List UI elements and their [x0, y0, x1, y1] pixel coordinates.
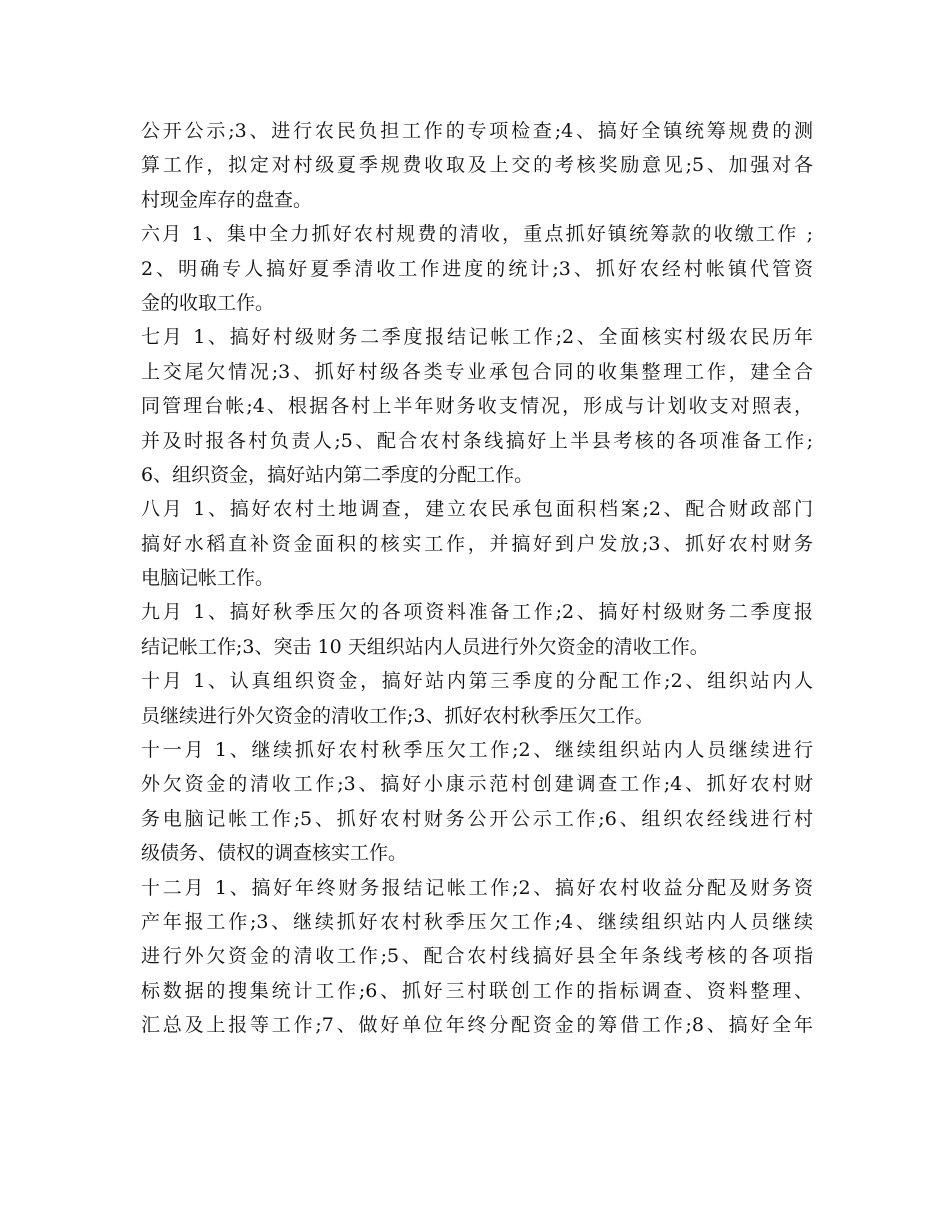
- text-line: 搞好水稻直补资金面积的核实工作，并搞好到户发放;3、抓好农村财务: [141, 532, 813, 555]
- text-line: 八月 1、搞好农村土地调查，建立农民承包面积档案;2、配合财政部门: [141, 498, 813, 521]
- text-line: 算工作，拟定对村级夏季规费收取及上交的考核奖励意见;5、加强对各: [141, 154, 813, 177]
- text-line: 村现金库存的盘查。: [141, 188, 313, 211]
- text-line: 六月 1、集中全力抓好农村规费的清收，重点抓好镇统筹款的收缴工作 ;: [141, 223, 813, 246]
- text-line: 金的收取工作。: [141, 291, 275, 314]
- text-line: 进行外欠资金的清收工作;5、配合农村线搞好县全年条线考核的各项指: [141, 945, 813, 968]
- text-line: 员继续进行外欠资金的清收工作;3、抓好农村秋季压欠工作。: [141, 704, 654, 727]
- text-line: 级债务、债权的调查核实工作。: [141, 842, 408, 865]
- text-line: 汇总及上报等工作;7、做好单位年终分配资金的筹借工作;8、搞好全年: [141, 1014, 813, 1037]
- text-line: 务电脑记帐工作;5、抓好农村财务公开公示工作;6、组织农经线进行村: [141, 807, 813, 830]
- text-line: 6、组织资金，搞好站内第二季度的分配工作。: [141, 463, 534, 486]
- text-line: 上交尾欠情况;3、抓好村级各类专业承包合同的收集整理工作，建全合: [141, 360, 813, 383]
- text-line: 产年报工作;3、继续抓好农村秋季压欠工作;4、继续组织站内人员继续: [141, 910, 813, 933]
- document-body: [141, 114, 813, 1043]
- text-line: 十二月 1、搞好年终财务报结记帐工作;2、搞好农村收益分配及财务资: [141, 876, 813, 899]
- text-line: 并及时报各村负责人;5、配合农村条线搞好上半县考核的各项准备工作;: [141, 429, 813, 452]
- text-line: 公开公示;3、进行农民负担工作的专项检查;4、搞好全镇统筹规费的测: [141, 120, 813, 142]
- text-line: 2、明确专人搞好夏季清收工作进度的统计;3、抓好农经村帐镇代管资: [141, 257, 813, 280]
- text-line: 同管理台帐;4、根据各村上半年财务收支情况，形成与计划收支对照表，: [141, 395, 813, 418]
- text-line: 结记帐工作;3、突击 10 天组织站内人员进行外欠资金的清收工作。: [141, 635, 709, 658]
- text-line: 电脑记帐工作。: [141, 567, 275, 590]
- text-line: 外欠资金的清收工作;3、搞好小康示范村创建调查工作;4、抓好农村财: [141, 773, 813, 796]
- text-line: 九月 1、搞好秋季压欠的各项资料准备工作;2、搞好村级财务二季度报: [141, 601, 813, 624]
- text-line: 十月 1、认真组织资金，搞好站内第三季度的分配工作;2、组织站内人: [141, 670, 813, 693]
- text-line: 标数据的搜集统计工作;6、抓好三村联创工作的指标调查、资料整理、: [141, 979, 813, 1002]
- text-line: 七月 1、搞好村级财务二季度报结记帐工作;2、全面核实村级农民历年: [141, 326, 813, 349]
- text-line: 十一月 1、继续抓好农村秋季压欠工作;2、继续组织站内人员继续进行: [141, 739, 813, 762]
